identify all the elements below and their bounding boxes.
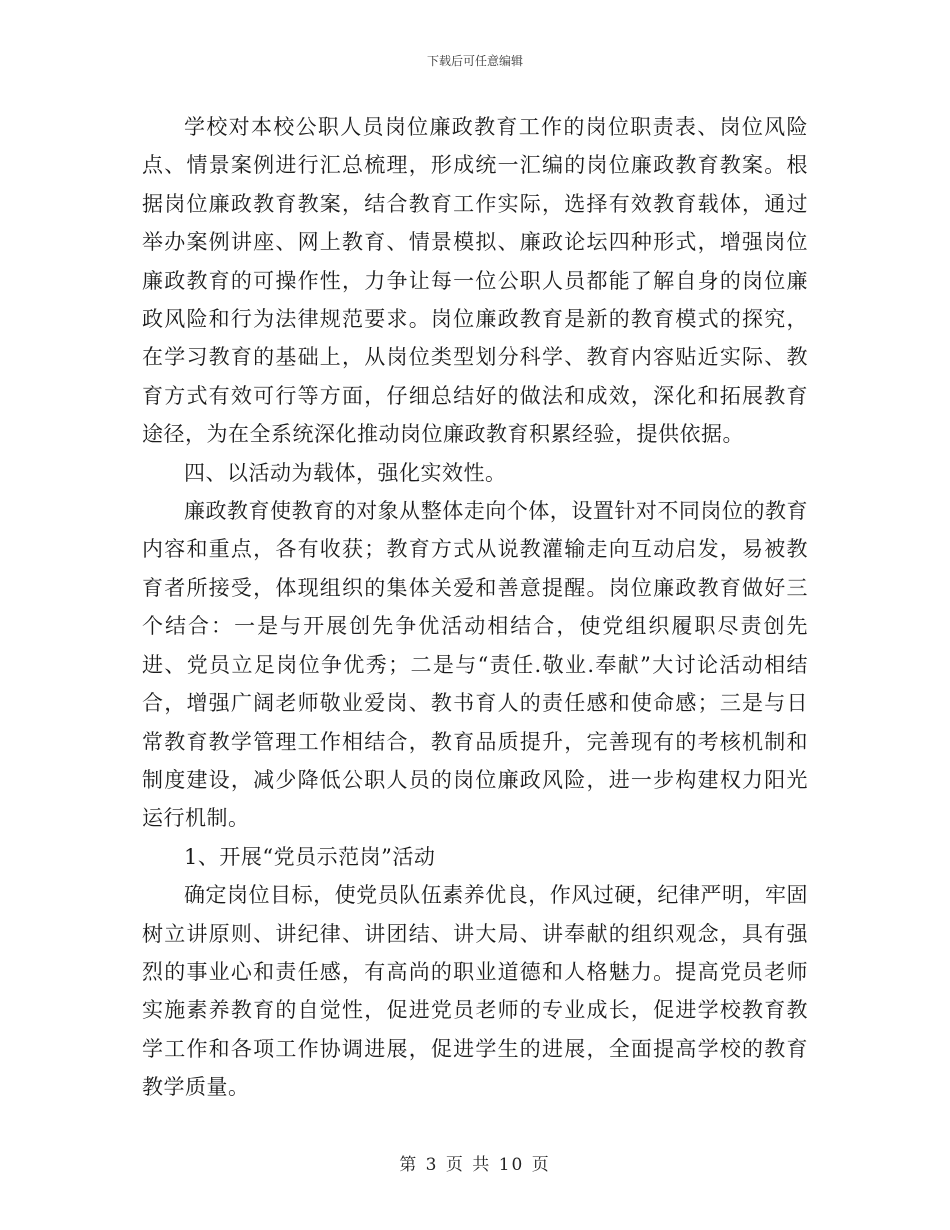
subsection-heading-party-post: 1、开展“党员示范岗”活动 <box>184 844 436 869</box>
paragraph-duty-summary: 学校对本校公职人员岗位廉政教育工作的岗位职责表、岗位风险点、情景案例进行汇总梳理，形成统一汇编的岗位廉政教育教案。根据岗位廉政教育教案，结合教育工作实际，选择有效教育载体，通过举办案例讲座、网上教育、情景模拟、廉政论坛四种形式，增强岗位廉政教育的可操作性，力争让每一位公职人员都能了解自身的岗位廉政风险和行为法律规范要求。岗位廉政教育是新的教育模式的探究，在学习教育的基础上，从岗位类型划分科学、教育内容贴近实际、教育方式有效可行等方面，仔细总结好的做法和成效，深化和拓展教育途径，为在全系统深化推动岗位廉政教育积累经验，提供依据。 <box>142 115 808 447</box>
section-heading-activities: 四、以活动为载体，强化实效性。 <box>184 460 507 485</box>
paragraph-post-goals: 确定岗位目标，使党员队伍素养优良，作风过硬，纪律严明，牢固树立讲原则、讲纪律、讲团结、讲大局、讲奉献的组织观念，具有强烈的事业心和责任感，有高尚的职业道德和人格魅力。提高党员老师实施素养教育的自觉性，促进党员老师的专业成长，促进学校教育教学工作和各项工作协调进展，促进学生的进展，全面提高学校的教育教学质量。 <box>142 883 808 1100</box>
paragraph-education-approach: 廉政教育使教育的对象从整体走向个体，设置针对不同岗位的教育内容和重点，各有收获；教育方式从说教灌输走向互动启发，易被教育者所接受，体现组织的集体关爱和善意提醒。岗位廉政教育做好三个结合：一是与开展创先争优活动相结合，使党组织履职尽责创先进、党员立足岗位争优秀；二是与“责任.敬业.奉献”大讨论活动相结合，增强广阔老师敬业爱岗、教书育人的责任感和使命感；三是与日常教育教学管理工作相结合，教育品质提升，完善现有的考核机制和制度建设，减少降低公职人员的岗位廉政风险，进一步构建权力阳光运行机制。 <box>142 499 808 831</box>
page-number-footer: 第 3 页 共 10 页 <box>399 1155 551 1175</box>
document-body <box>142 108 808 1107</box>
page-header: 下载后可任意编辑 <box>426 54 523 68</box>
